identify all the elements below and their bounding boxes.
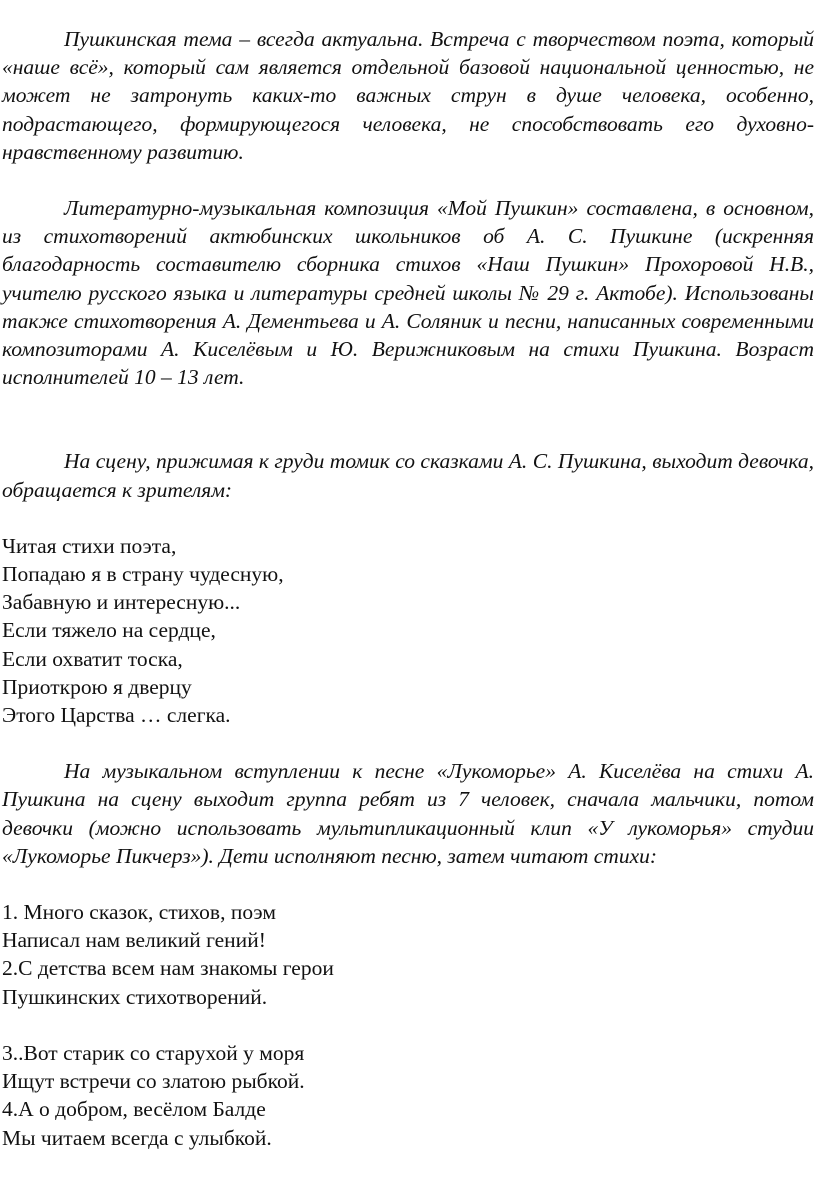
- poem-girl: [2, 532, 814, 729]
- verse-line: Пушкинских стихотворений.: [2, 984, 268, 1009]
- verse-line: Попадаю я в страну чудесную,: [2, 562, 284, 587]
- spacer: [2, 166, 814, 194]
- verse-line: Читая стихи поэта,: [2, 533, 177, 558]
- spacer: [2, 1011, 814, 1039]
- verse-line: Написал нам великий гений!: [2, 928, 266, 953]
- spacer: [2, 870, 814, 898]
- verse-line: Забавную и интересную...: [2, 590, 241, 615]
- verse-line: Приоткрою я дверцу: [2, 674, 192, 699]
- verse-line: 3..Вот старик со старухой у моря: [2, 1040, 305, 1065]
- verse-line: Если тяжело на сердце,: [2, 618, 216, 643]
- spacer: [2, 504, 814, 532]
- verse-line: Этого Царства … слегка.: [2, 703, 231, 728]
- spacer: [2, 729, 814, 757]
- verse-line: Мы читаем всегда с улыбкой.: [2, 1125, 272, 1150]
- poem-group-part2: [2, 1039, 814, 1152]
- intro-paragraph: Пушкинская тема – всегда актуальна. Встреча с творчеством поэта, который «наше всё», который сам является отдельной базовой национальной ценностью, не может не затронуть каких-то важных струн в душе человека, особенно, подрастающего, формирующегося человека, не способствовать его духовно-нравственному развитию.: [2, 27, 814, 164]
- spacer: [2, 391, 814, 447]
- verse-line: Ищут встречи со златою рыбкой.: [2, 1069, 305, 1094]
- verse-line: 2.С детства всем нам знакомы герои: [2, 956, 334, 981]
- composition-description-paragraph: Литературно-музыкальная композиция «Мой Пушкин» составлена, в основном, из стихотворений актюбинских школьников об А. С. Пушкине (искренняя благодарность составителю сборника стихов «Наш Пушкин» Прохоровой Н.В., учителю русского языка и литературы средней школы № 29 г. Актобе). Использованы также стихотворения А. Дементьева и А. Соляник и песни, написанных современными композиторами А. Киселёвым и Ю. Верижниковым на стихи Пушкина. Возраст исполнителей 10 – 13 лет.: [2, 196, 814, 390]
- stage-direction-girl: На сцену, прижимая к груди томик со сказками А. С. Пушкина, выходит девочка, обращается к зрителям:: [2, 449, 814, 502]
- verse-line: Если охватит тоска,: [2, 646, 183, 671]
- verse-line: 1. Много сказок, стихов, поэм: [2, 900, 276, 925]
- verse-line: 4.А о добром, весёлом Балде: [2, 1097, 266, 1122]
- poem-group-part1: [2, 898, 814, 1011]
- stage-direction-lukomorye: На музыкальном вступлении к песне «Лукоморье» А. Киселёва на стихи А. Пушкина на сцену выходит группа ребят из 7 человек, сначала мальчики, потом девочки (можно использовать мультипликационный клип «У лукоморья» студии «Лукоморье Пикчерз»). Дети исполняют песню, затем читают стихи:: [2, 759, 814, 868]
- document-page: [2, 25, 814, 1152]
